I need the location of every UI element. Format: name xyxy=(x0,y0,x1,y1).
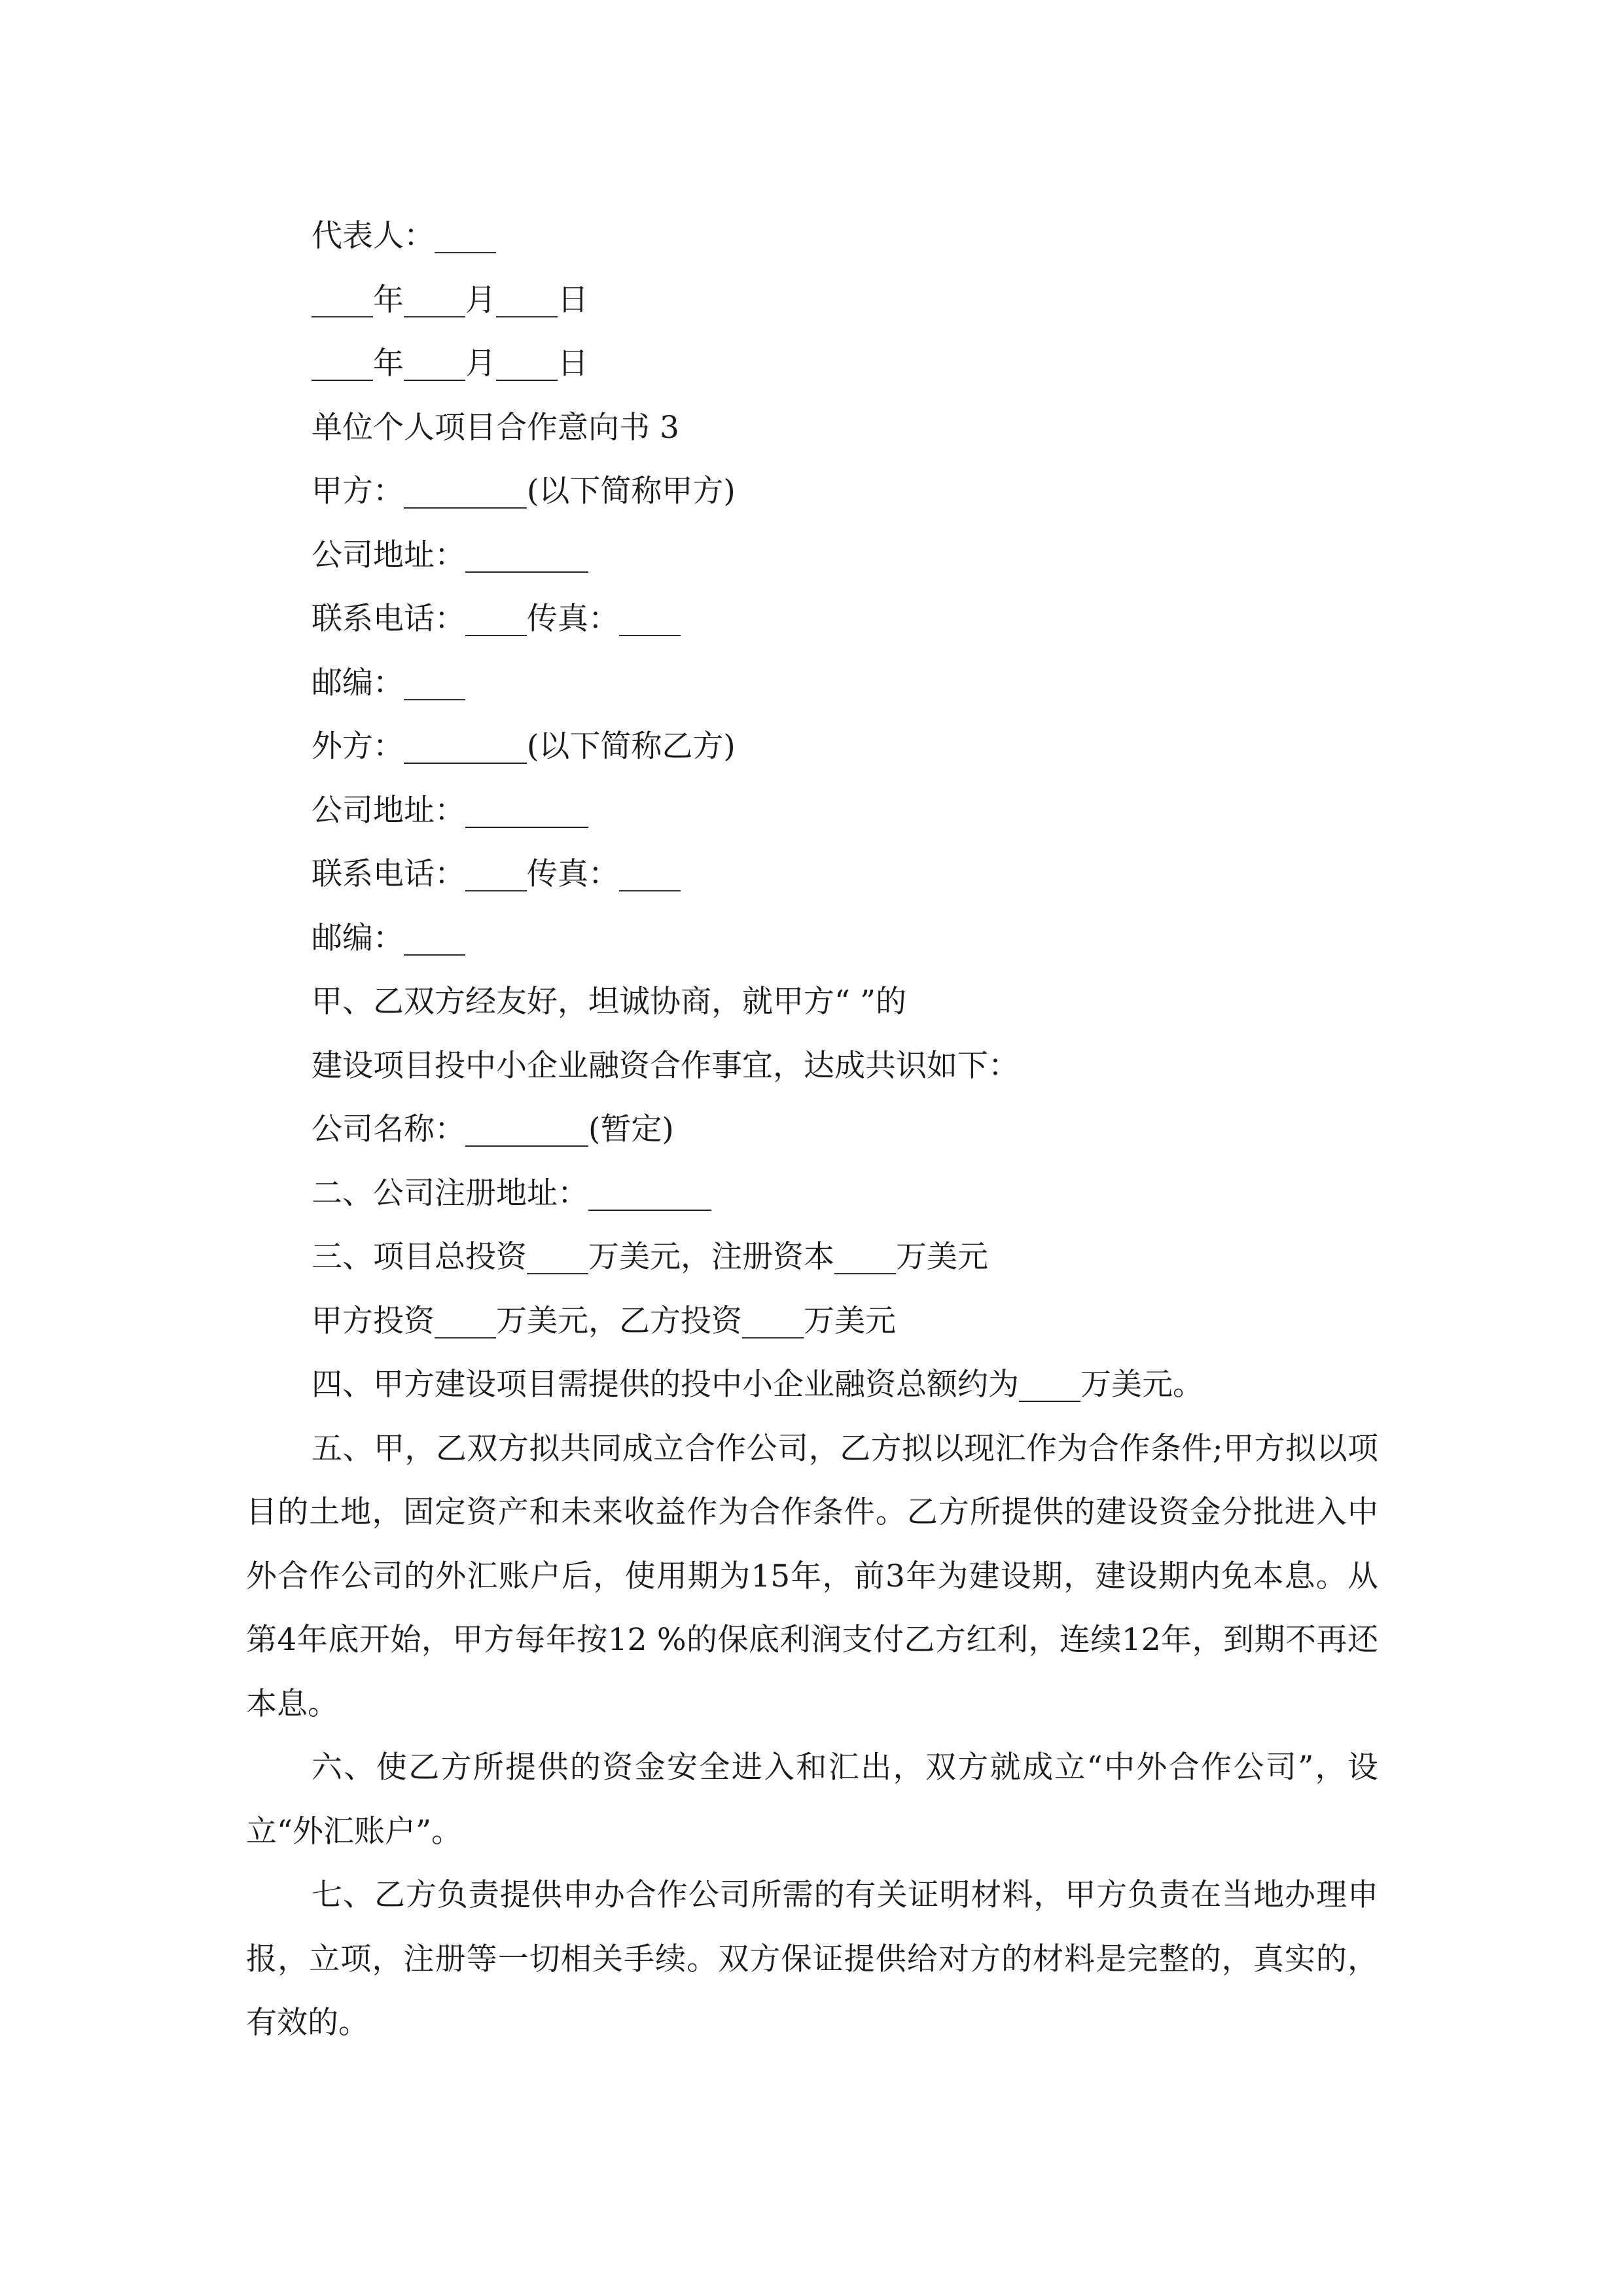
clause-7: 七、乙方负责提供申办合作公司所需的有关证明材料，甲方负责在当地办理申报，立项，注册等一切相关手续。双方保证提供给对方的材料是完整的，真实的，有效的。 xyxy=(246,1877,1378,2041)
clause-6: 六、使乙方所提供的资金安全进入和汇出，双方就成立“中外合作公司”，设立“外汇账户”。 xyxy=(246,1749,1378,1850)
clause-3: 三、项目总投资____万美元，注册资本____万美元 xyxy=(312,1239,988,1275)
date-line: ____年____月____日 xyxy=(312,281,588,318)
clause-4: 四、甲方建设项目需提供的投中小企业融资总额约为____万美元。 xyxy=(312,1367,1204,1403)
clause-2: 二、公司注册地址：________ xyxy=(312,1175,711,1211)
date-line: ____年____月____日 xyxy=(312,346,588,382)
preamble-line: 建设项目投中小企业融资合作事宜，达成共识如下： xyxy=(312,1047,1019,1084)
party-a-postcode-line: 邮编：____ xyxy=(312,664,465,701)
party-a-contact-line: 联系电话：____传真：____ xyxy=(312,601,681,637)
clause-3-investment: 甲方投资____万美元，乙方投资____万美元 xyxy=(312,1302,896,1339)
preamble-line: 甲、乙双方经友好，坦诚协商，就甲方“ ”的 xyxy=(312,984,906,1020)
document-body xyxy=(246,204,1378,2055)
party-b-contact-line: 联系电话：____传真：____ xyxy=(312,856,681,892)
party-b-line: 外方：________(以下简称乙方) xyxy=(312,728,736,764)
party-a-line: 甲方：________(以下简称甲方) xyxy=(312,473,736,509)
document-title: 单位个人项目合作意向书 3 xyxy=(312,409,679,446)
party-b-address-line: 公司地址：________ xyxy=(312,792,588,829)
party-a-address-line: 公司地址：________ xyxy=(312,537,588,573)
representative-line: 代表人：____ xyxy=(312,218,496,254)
company-name-line: 公司名称：________(暂定) xyxy=(312,1111,674,1147)
party-b-postcode-line: 邮编：____ xyxy=(312,920,465,956)
clause-5: 五、甲，乙双方拟共同成立合作公司，乙方拟以现汇作为合作条件;甲方拟以项目的土地，固定资产和未来收益作为合作条件。乙方所提供的建设资金分批进入中外合作公司的外汇账户后，使用期为15年，前3年为建设期，建设期内免本息。从第4年底开始，甲方每年按12 %的保底利润支付乙方红利，连续12年，到期不再还本息。 xyxy=(246,1430,1378,1722)
